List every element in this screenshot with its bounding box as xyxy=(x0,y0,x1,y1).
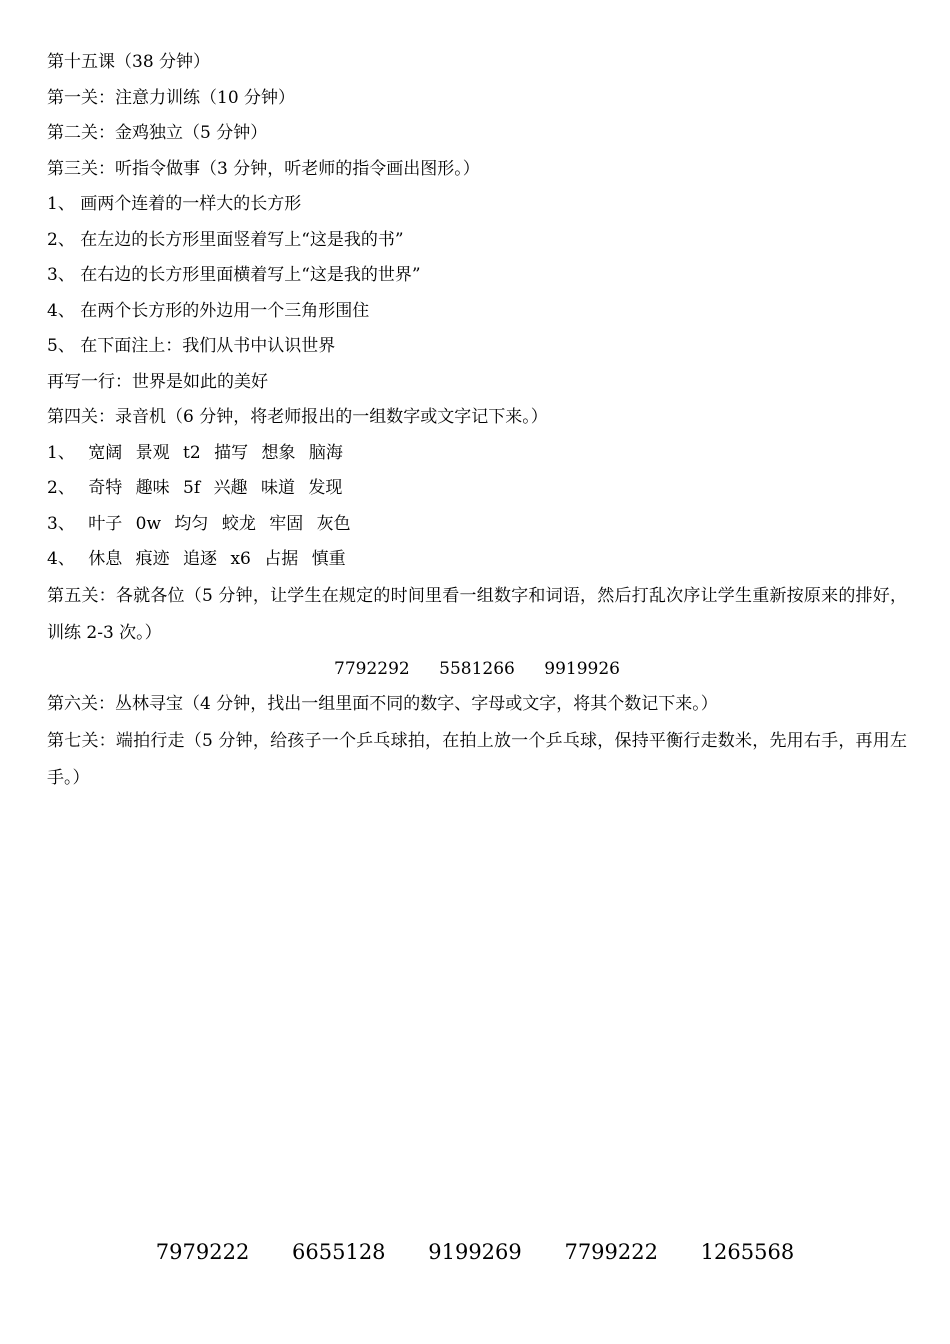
number-group: 9919926 xyxy=(544,658,620,679)
row-number: 2、 xyxy=(47,478,75,498)
level-4-row-4 xyxy=(47,542,907,578)
document-body xyxy=(47,45,907,797)
row-number: 3、 xyxy=(47,513,75,534)
level-6: 第六关：丛林寻宝（4 分钟，找出一组里面不同的数字、字母或文字，将其个数记下来。） xyxy=(47,694,718,714)
word: 奇特 xyxy=(88,478,123,498)
level-1: 第一关：注意力训练（10 分钟） xyxy=(47,87,296,108)
footer-number: 1265568 xyxy=(700,1240,795,1264)
footer-number-row xyxy=(0,1240,950,1264)
word: 痕迹 xyxy=(135,549,170,569)
footer-number: 6655128 xyxy=(292,1240,386,1264)
word: 趣味 xyxy=(135,478,170,498)
level-3-item-5: 5、 在下面注上：我们从书中认识世界 xyxy=(47,336,336,356)
footer-number: 7979222 xyxy=(155,1240,250,1264)
word: 灰色 xyxy=(316,513,351,534)
word: 宽阔 xyxy=(88,442,123,463)
word: 叶子 xyxy=(88,513,123,534)
level-4-row-2 xyxy=(47,471,907,507)
word: 休息 xyxy=(88,549,123,569)
level-2: 第二关：金鸡独立（5 分钟） xyxy=(47,123,268,143)
lesson-title: 第十五课（38 分钟） xyxy=(47,52,211,72)
word: t2 xyxy=(183,442,201,463)
level-3-heading: 第三关：听指令做事（3 分钟，听老师的指令画出图形。） xyxy=(47,158,480,179)
word: 味道 xyxy=(260,478,295,498)
level-3-extra: 再写一行：世界是如此的美好 xyxy=(47,371,268,392)
footer-number: 7799222 xyxy=(564,1240,658,1264)
level-3-item-1: 1、 画两个连着的一样大的长方形 xyxy=(47,194,302,214)
level-4-heading: 第四关：录音机（6 分钟，将老师报出的一组数字或文字记下来。） xyxy=(47,407,548,427)
row-number: 1、 xyxy=(47,442,75,463)
level-7: 第七关：端拍行走（5 分钟，给孩子一个乒乓球拍，在拍上放一个乒乓球，保持平衡行走数米，先用右手，再用左手。） xyxy=(47,730,907,788)
word: 慎重 xyxy=(311,549,346,569)
word: 均匀 xyxy=(174,513,209,534)
word: 牢固 xyxy=(269,513,304,534)
word: 描写 xyxy=(214,442,249,463)
number-group: 5581266 xyxy=(439,658,515,679)
level-3-item-3: 3、 在右边的长方形里面横着写上“这是我的世界” xyxy=(47,265,421,285)
word: 追逐 xyxy=(183,549,218,569)
word: 蛟龙 xyxy=(221,513,256,534)
level-3-item-4: 4、 在两个长方形的外边用一个三角形围住 xyxy=(47,300,370,321)
footer-number: 9199269 xyxy=(428,1240,522,1264)
level-3-item-2: 2、 在左边的长方形里面竖着写上“这是我的书” xyxy=(47,229,404,250)
word: 想象 xyxy=(261,442,296,463)
level-4-row-3 xyxy=(47,507,907,543)
word: 兴趣 xyxy=(213,478,248,498)
level-4-row-1 xyxy=(47,436,907,472)
word: 占据 xyxy=(264,549,299,569)
number-group: 7792292 xyxy=(334,658,410,679)
word: x6 xyxy=(230,549,251,569)
word: 5f xyxy=(183,478,201,498)
word: 发现 xyxy=(308,478,343,498)
word: 脑海 xyxy=(308,442,343,463)
level-5-numbers xyxy=(47,652,907,688)
word: 景观 xyxy=(135,442,170,463)
word: 0w xyxy=(135,513,162,534)
row-number: 4、 xyxy=(47,549,75,569)
level-5-heading: 第五关：各就各位（5 分钟，让学生在规定的时间里看一组数字和词语，然后打乱次序让学生重新按原来的排好，训练 2-3 次。） xyxy=(47,585,907,643)
